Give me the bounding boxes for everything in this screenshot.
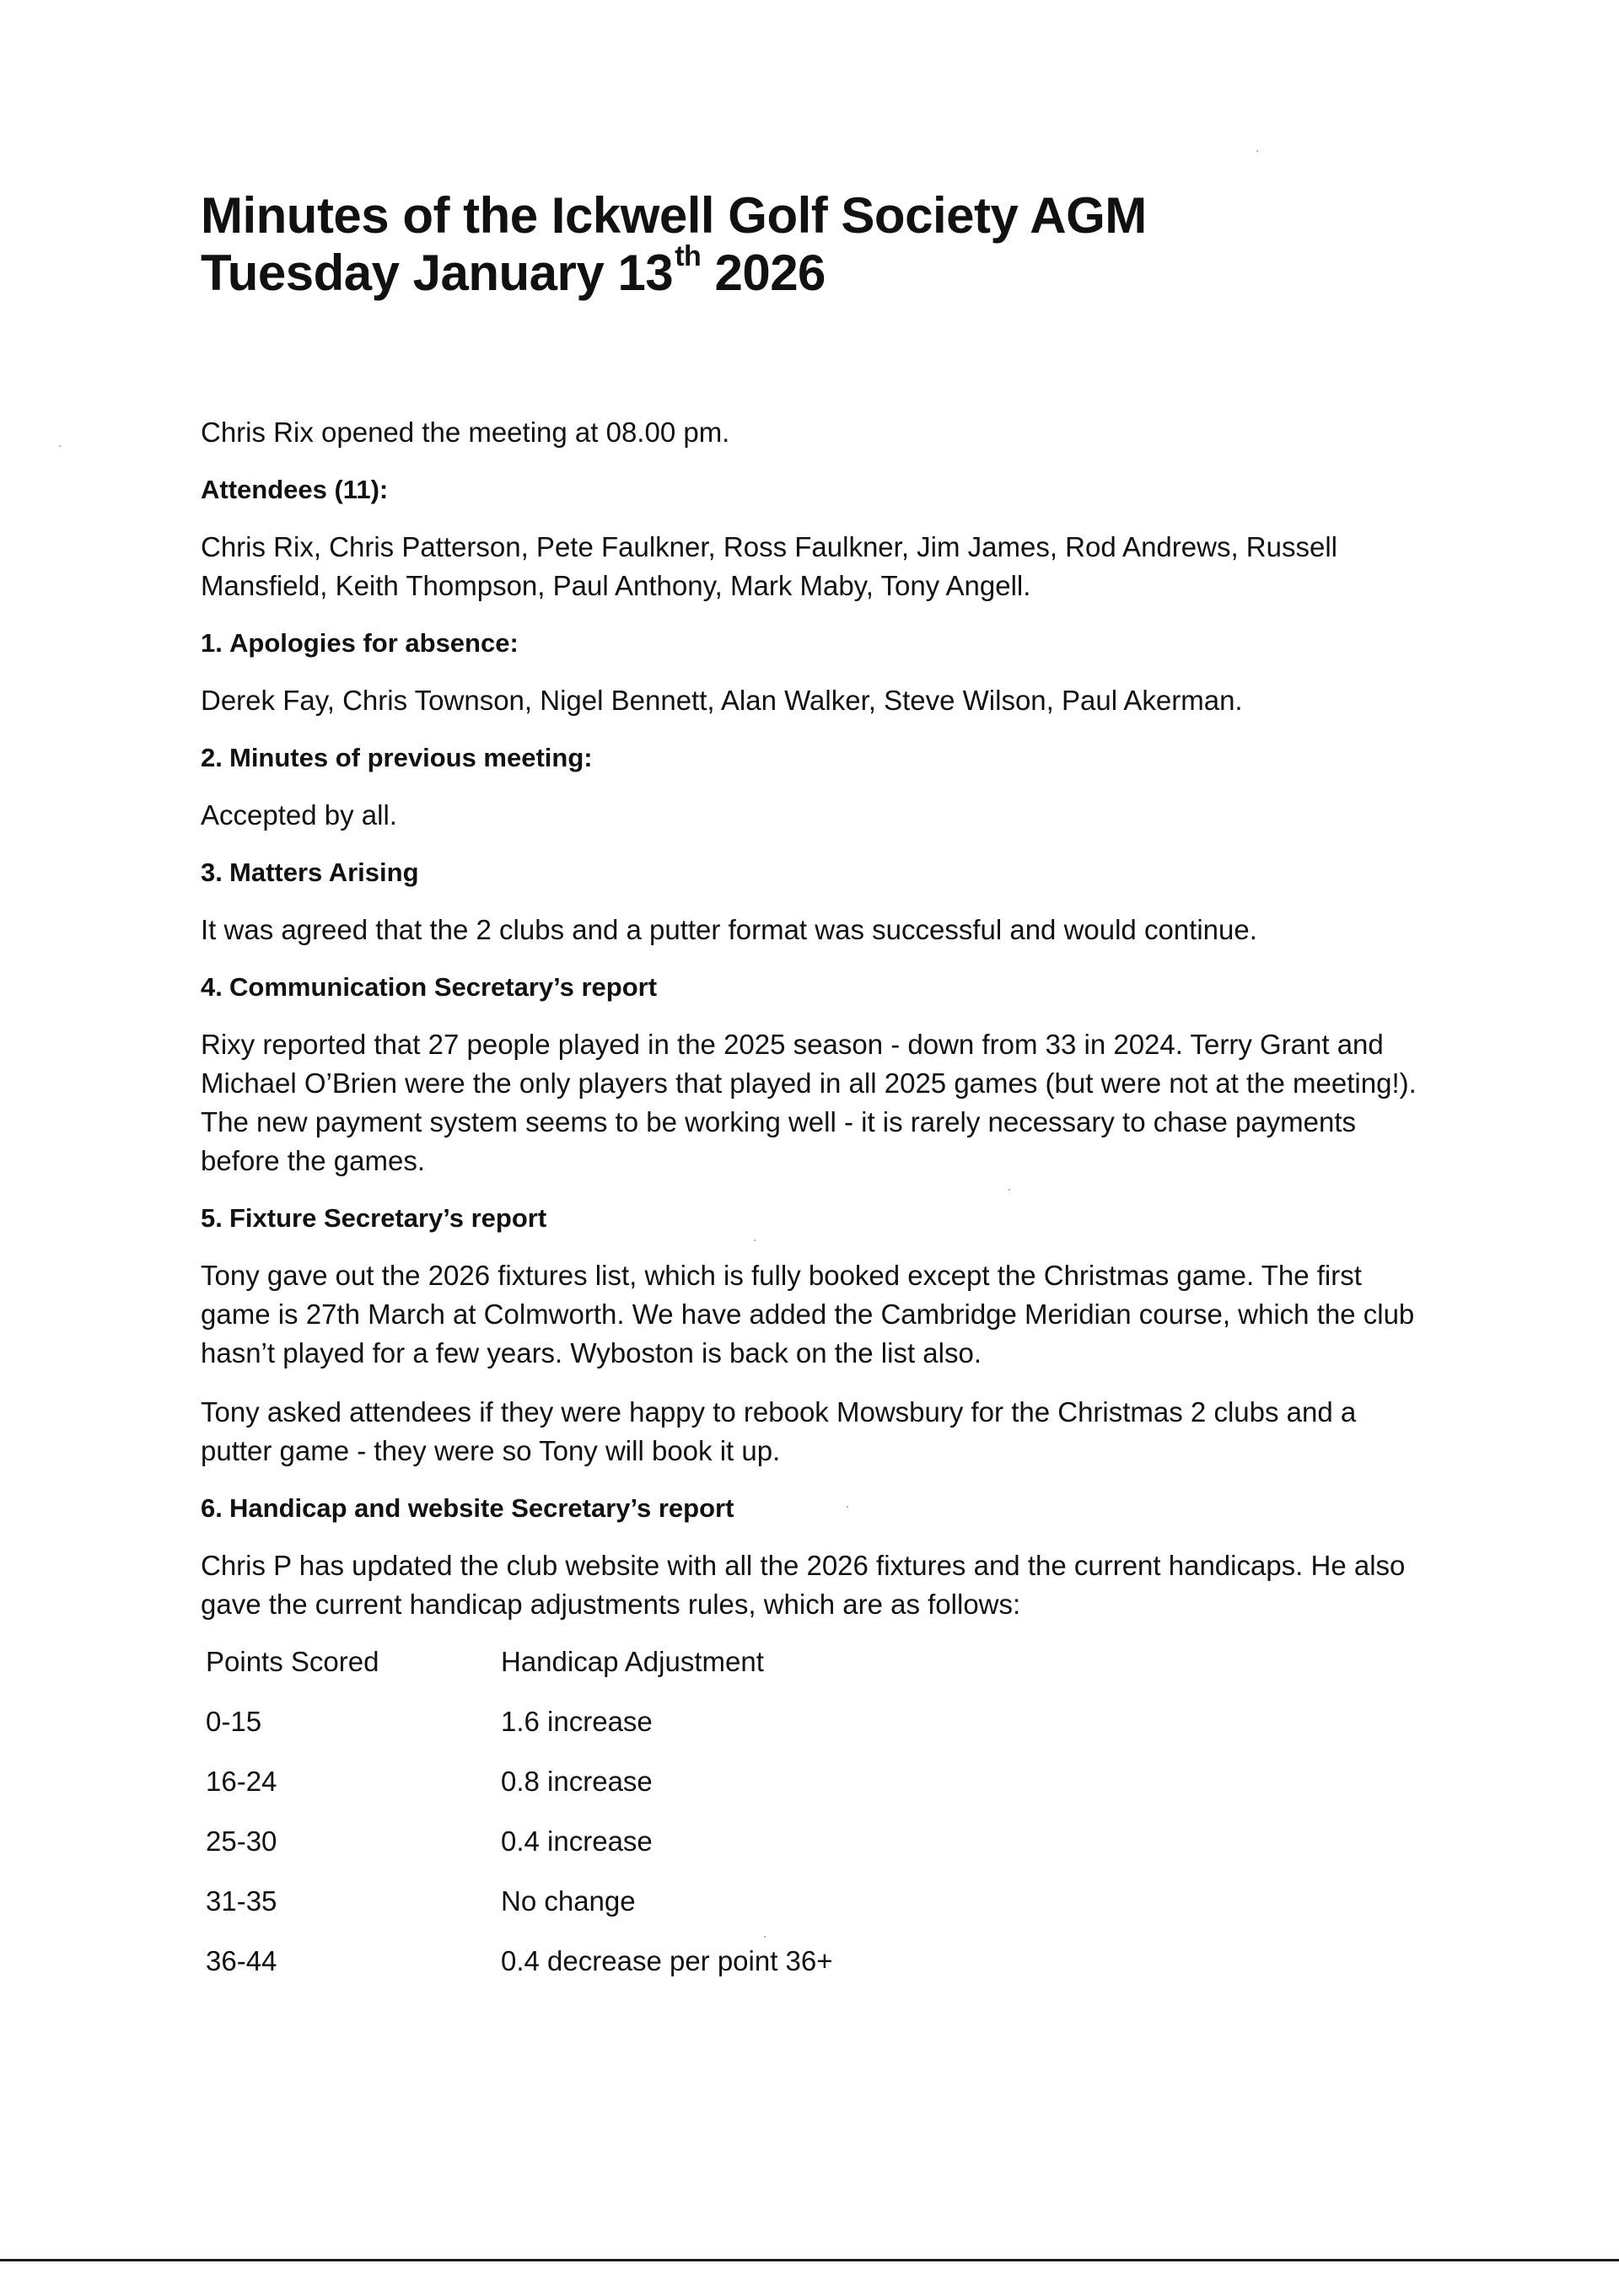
points-cell: 25-30 [206,1826,277,1857]
section-heading-previous-minutes [201,740,1432,776]
document-title [201,187,1432,302]
adjustment-cell: No change [501,1885,636,1917]
page-bottom-rule [0,2259,1619,2261]
section-title: Apologies for absence: [229,628,519,658]
attendees-heading: Attendees (11): [201,475,389,504]
section-title: Matters Arising [229,858,419,887]
points-cell: 16-24 [206,1766,277,1797]
section-heading-matters-arising [201,855,1432,890]
section-number: 1. [201,628,223,658]
section-heading-communication-report [201,970,1432,1005]
title-year: 2026 [701,245,826,301]
title-date-suffix: th [675,240,702,272]
adjustment-cell: 0.4 decrease per point 36+ [501,1945,833,1976]
section-number: 6. [201,1493,223,1523]
column-header-points: Points Scored [206,1646,379,1677]
opening-statement: Chris Rix opened the meeting at 08.00 pm. [201,417,730,448]
table-row [201,1882,1175,1942]
section-paragraph: Rixy reported that 27 people played in the 2025 season - down from 33 in 2024. Terry Grant and Michael O’Brien were the only players that played in all 2025 games (but were not at the meeting!). The new payment system seems to be working well - it is rarely necessary to chase payments before the games. [201,1029,1417,1176]
table-row [201,1702,1175,1762]
scan-speck [1009,1189,1010,1191]
section-number: 5. [201,1203,223,1233]
table-row [201,1942,1175,2002]
table-header-row [201,1643,1175,1702]
section-title: Fixture Secretary’s report [229,1203,547,1233]
points-cell: 31-35 [206,1885,277,1917]
points-cell: 0-15 [206,1706,262,1737]
adjustment-cell: 0.4 increase [501,1826,653,1857]
section-number: 2. [201,743,223,772]
section-heading-apologies [201,626,1432,661]
minutes-content [201,187,1432,2002]
section-paragraph: Chris P has updated the club website with all the 2026 fixtures and the current handicaps. He also gave the current handicap adjustments rules, which are as follows: [201,1550,1406,1620]
scan-speck [764,1936,766,1938]
section-paragraph: Accepted by all. [201,799,397,831]
handicap-adjustment-table [201,1643,1175,2002]
title-date: Tuesday January 13 [201,245,674,301]
section-title: Communication Secretary’s report [229,972,658,1002]
table-row [201,1822,1175,1882]
column-header-adjustment: Handicap Adjustment [501,1646,764,1677]
title-line-1: Minutes of the Ickwell Golf Society AGM [201,187,1147,244]
section-paragraph: It was agreed that the 2 clubs and a putter format was successful and would continue. [201,914,1257,945]
points-cell: 36-44 [206,1945,277,1976]
section-title: Handicap and website Secretary’s report [229,1493,734,1523]
section-heading-handicap-report [201,1491,1432,1526]
adjustment-cell: 0.8 increase [501,1766,653,1797]
section-paragraph: Tony asked attendees if they were happy to rebook Mowsbury for the Christmas 2 clubs and a putter game - they were so Tony will book it up. [201,1396,1357,1466]
scan-speck [1256,150,1258,152]
section-paragraph: Derek Fay, Chris Townson, Nigel Bennett, Alan Walker, Steve Wilson, Paul Akerman. [201,685,1243,716]
scan-speck [754,1239,756,1241]
section-paragraph: Tony gave out the 2026 fixtures list, which is fully booked except the Christmas game. The first game is 27th March at Colmworth. We have added the Cambridge Meridian course, which the club hasn’t played for a few years. Wyboston is back on the list also. [201,1260,1415,1368]
attendees-list: Chris Rix, Chris Patterson, Pete Faulkner, Ross Faulkner, Jim James, Rod Andrews, Russell Mansfield, Keith Thompson, Paul Anthony, Mark Maby, Tony Angell. [201,531,1337,601]
scan-speck [847,1506,848,1508]
title-line-2 [201,240,826,301]
table-row [201,1762,1175,1822]
adjustment-cell: 1.6 increase [501,1706,653,1737]
section-number: 4. [201,972,223,1002]
scan-speck [59,445,61,447]
section-title: Minutes of previous meeting: [229,743,593,772]
section-number: 3. [201,858,223,887]
section-heading-fixture-report [201,1201,1432,1236]
